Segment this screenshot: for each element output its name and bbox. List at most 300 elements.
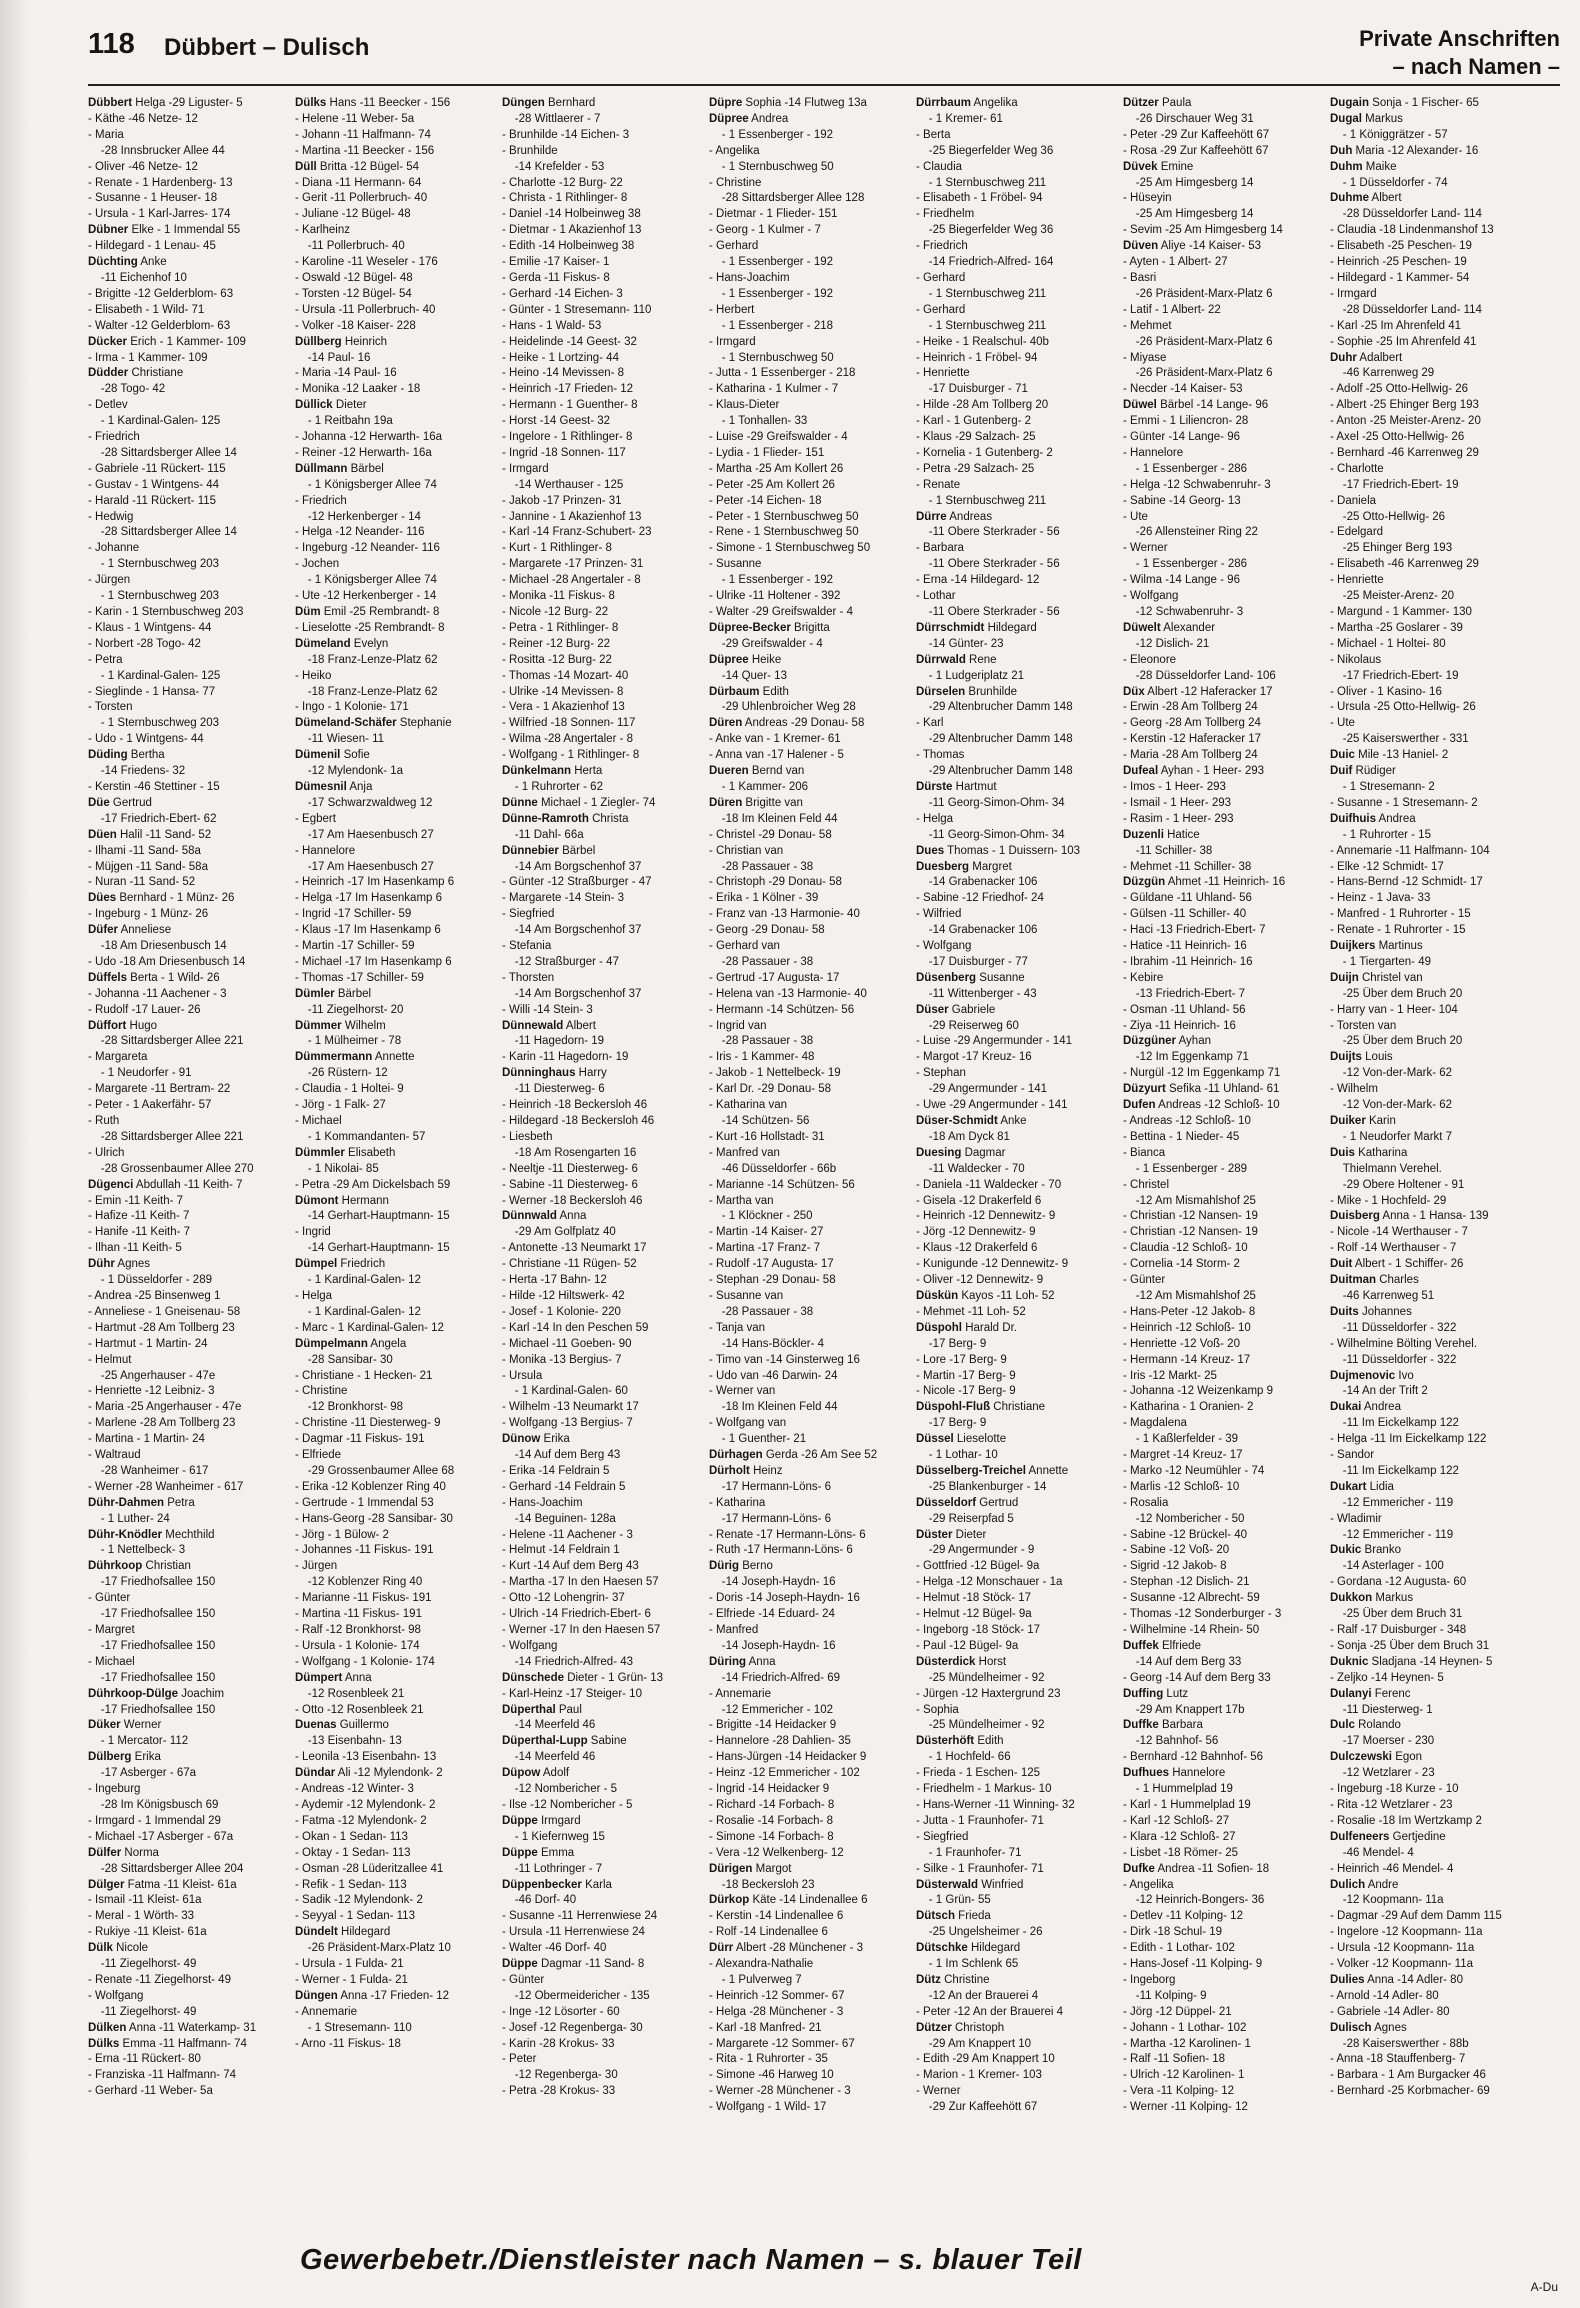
listing-entry: - Renate -17 Hermann-Löns- 6: [709, 1528, 866, 1541]
listing-entry: -29 Zur Kaffeehött 67: [916, 2101, 1038, 2114]
listing-entry: - Sadik -12 Mylendonk- 2: [295, 1894, 423, 1907]
surname: Düpree: [709, 112, 749, 125]
listing-entry: - Ute: [1123, 510, 1148, 523]
surname: Düspohl: [916, 1321, 962, 1334]
listing-entry: - Klaus -17 Im Hasenkamp 6: [295, 924, 441, 937]
listing-entry: - Oliver -12 Dennewitz- 9: [916, 1274, 1044, 1287]
listing-entry: - Silke - 1 Fraunhofer- 71: [916, 1862, 1044, 1875]
listing-entry: - Norbert -28 Togo- 42: [88, 637, 201, 650]
listing-entry: Düster Dieter: [916, 1528, 987, 1541]
listing-entry: - 1 Guenther- 21: [709, 1433, 807, 1446]
listing-entry: - Hartmut -28 Am Tollberg 23: [88, 1321, 235, 1334]
listing-entry: Dukkon Markus: [1330, 1592, 1414, 1605]
listing-entry: Düsseldorf Gertrud: [916, 1496, 1019, 1509]
listing-entry: - Wolfgang van: [709, 1417, 787, 1430]
surname: Dünninghaus: [502, 1067, 576, 1080]
listing-entry: -17 Berg- 9: [916, 1417, 987, 1430]
listing-entry: - Daniel -14 Holbeinweg 38: [502, 208, 641, 221]
listing-entry: - 1 Kardinal-Galen- 12: [295, 1274, 421, 1287]
surname: Duits: [1330, 1305, 1359, 1318]
listing-entry: Düpow Adolf: [502, 1767, 570, 1780]
listing-entry: Dümler Bärbel: [295, 987, 372, 1000]
surname: Düffort: [88, 1019, 127, 1032]
surname: Dürr: [709, 1942, 734, 1955]
listing-entry: - Johann -11 Halfmann- 74: [295, 128, 431, 141]
listing-entry: - Georg -28 Am Tollberg 24: [1123, 717, 1261, 730]
listing-entry: - Karlheinz: [295, 224, 350, 237]
listing-entry: - Herta -17 Bahn- 12: [502, 1274, 607, 1287]
listing-entry: -14 Quer- 13: [709, 669, 787, 682]
surname: Dütsch: [916, 1910, 955, 1923]
listing-entry: -26 Rüstern- 12: [295, 1067, 388, 1080]
listing-entry: - Hildegard - 1 Kammer- 54: [1330, 271, 1470, 284]
listing-entry: - Martina -11 Fiskus- 191: [295, 1608, 422, 1621]
listing-entry: - Mike - 1 Hochfeld- 29: [1330, 1194, 1447, 1207]
listing-entry: - Katharina - 1 Oranien- 2: [1123, 1401, 1254, 1414]
surname: Duijts: [1330, 1051, 1362, 1064]
listing-entry: - Marlene -28 Am Tollberg 23: [88, 1417, 236, 1430]
listing-entry: - Torsten van: [1330, 1019, 1397, 1032]
listing-entry: - 1 Kremer- 61: [916, 112, 1003, 125]
listing-entry: -12 Mylendonk- 1a: [295, 765, 404, 778]
listing-entry: Dulczewski Egon: [1330, 1751, 1423, 1764]
surname: Dützer: [916, 2021, 952, 2034]
surname: Düsterwald: [916, 1878, 978, 1891]
surname: Düppe: [502, 1846, 538, 1859]
listing-entry: Thielmann Verehel.: [1330, 1162, 1442, 1175]
listing-entry: - Karin - 1 Sternbuschweg 203: [88, 606, 244, 618]
listing-entry: Dütsch Frieda: [916, 1910, 991, 1923]
listing-entry: - Petra -28 Krokus- 33: [502, 2085, 616, 2098]
listing-entry: - Nurgül -12 Im Eggenkamp 71: [1123, 1067, 1281, 1080]
listing-entry: - 1 Tonhallen- 33: [709, 415, 808, 428]
listing-entry: - Wilhelm: [1330, 1083, 1378, 1096]
listing-entry: - Hans-Georg -28 Sansibar- 30: [295, 1512, 453, 1525]
listing-entry: -29 Am Knappert 10: [916, 2037, 1032, 2050]
listing-entry: - 1 Sternbuschweg 211: [916, 176, 1047, 189]
listing-entry: - Gustav - 1 Wintgens- 44: [88, 478, 220, 491]
listing-entry: - Paul -12 Bügel- 9a: [916, 1639, 1019, 1652]
listing-entry: Duijn Christel van: [1330, 971, 1423, 984]
listing-entry: - Werner -18 Beckersloh 46: [502, 1194, 643, 1207]
listing-entry: -12 Bahnhof- 56: [1123, 1735, 1219, 1748]
listing-entry: -12 Am Mismahlshof 25: [1123, 1289, 1256, 1302]
surname: Düe: [88, 796, 110, 809]
listing-entry: - Martha -25 Goslarer - 39: [1330, 621, 1463, 634]
listing-entry: - Walter -12 Gelderblom- 63: [88, 319, 231, 332]
listing-entry: - Detlev -11 Kolping- 12: [1123, 1910, 1243, 1923]
listing-entry: - Dagmar -29 Auf dem Damm 115: [1330, 1910, 1502, 1923]
listing-entry: - Hans-Josef -11 Kolping- 9: [1123, 1958, 1263, 1971]
listing-entry: Dues Thomas - 1 Duissern- 103: [916, 844, 1081, 857]
listing-entry: - Ulrich: [88, 1146, 125, 1159]
listing-entry: - Thomas -17 Schiller- 59: [295, 971, 424, 984]
listing-entry: - Hartmut - 1 Martin- 24: [88, 1337, 208, 1350]
listing-entry: - Thomas -12 Sonderburger - 3: [1123, 1608, 1282, 1621]
listing-entry: - Arnold -14 Adler- 80: [1330, 1989, 1439, 2002]
listing-entry: - 1 Im Schlenk 65: [916, 1958, 1019, 1971]
listing-entry: - Peter - 1 Sternbuschweg 50: [709, 510, 859, 523]
listing-entry: Dürig Berno: [709, 1560, 773, 1573]
surname: Düllberg: [295, 335, 342, 348]
listing-entry: -17 Friedrich-Ebert- 19: [1330, 669, 1459, 682]
listing-entry: - 1 Ruhrorter - 62: [502, 780, 603, 793]
listing-entry: -25 Biegerfelder Weg 36: [916, 144, 1054, 157]
listing-entry: - Petra: [88, 653, 123, 666]
listing-entry: - Stephan -12 Dislich- 21: [1123, 1576, 1250, 1589]
listing-entry: - Basri: [1123, 271, 1157, 284]
surname: Düser: [916, 1003, 949, 1016]
surname: Düppe: [502, 1958, 538, 1971]
listing-entry: - 1 Mülheimer - 78: [295, 1035, 402, 1048]
listing-entry: Dünninghaus Harry: [502, 1067, 607, 1080]
listing-entry: - Johanna -12 Herwarth- 16a: [295, 431, 443, 444]
listing-entry: - Lothar: [916, 590, 956, 603]
listing-entry: - Ingo - 1 Kolonie- 171: [295, 701, 409, 714]
listing-entry: Dürholt Heinz: [709, 1464, 783, 1477]
surname: Duffke: [1123, 1719, 1159, 1732]
listing-entry: - Jutta - 1 Essenberger - 218: [709, 367, 856, 380]
listing-entry: -17 Berg- 9: [916, 1337, 987, 1350]
listing-entry: - Sabine -14 Georg- 13: [1123, 494, 1241, 507]
listing-entry: -46 Karrenweg 29: [1330, 367, 1435, 380]
listing-entry: - Helga -28 Münchener - 3: [709, 2005, 844, 2018]
listing-entry: - Jutta - 1 Fraunhofer- 71: [916, 1814, 1044, 1827]
listing-entry: Düser-Schmidt Anke: [916, 1115, 1027, 1127]
listing-entry: - Ursula -11 Pollerbruch- 40: [295, 303, 436, 316]
listing-entry: - Otto -12 Lohengrin- 37: [502, 1592, 625, 1605]
listing-entry: Düperthal Paul: [502, 1703, 582, 1716]
listing-entry: Dufhues Hannelore: [1123, 1767, 1226, 1780]
listing-entry: Dufeal Ayhan - 1 Heer- 293: [1123, 765, 1265, 778]
listing-entry: - Helmut: [88, 1353, 132, 1366]
listing-entry: - Erna -11 Rückert- 80: [88, 2053, 201, 2066]
listing-entry: - Martha -25 Am Kollert 26: [709, 462, 844, 475]
listing-entry: -25 Am Himgesberg 14: [1123, 176, 1254, 189]
surname: Dühr-Knödler: [88, 1528, 163, 1541]
listing-entry: -14 Werthauser - 125: [502, 478, 624, 491]
listing-entry: - Ralf -12 Bronkhorst- 98: [295, 1624, 421, 1636]
listing-entry: Dukic Branko: [1330, 1544, 1401, 1557]
listing-entry: -11 Wiesen- 11: [295, 733, 385, 746]
listing-entry: - Mehmet: [1123, 319, 1172, 332]
listing-entry: - Uwe -29 Angermunder - 141: [916, 1099, 1068, 1112]
listing-entry: Düffort Hugo: [88, 1019, 158, 1032]
listing-entry: -28 Sittardsberger Allee 204: [88, 1862, 244, 1875]
listing-entry: Düpree-Becker Brigitta: [709, 621, 830, 634]
listing-entry: -11 Obere Sterkrader - 56: [916, 606, 1060, 618]
listing-entry: - Volker -18 Kaiser- 228: [295, 319, 416, 332]
listing-entry: Dürigen Margot: [709, 1862, 792, 1875]
listing-entry: Dützer Paula: [1123, 97, 1192, 109]
listing-entry: - Charlotte -12 Burg- 22: [502, 176, 623, 189]
listing-entry: Düsterdick Horst: [916, 1655, 1007, 1668]
listing-entry: -12 Dislich- 21: [1123, 637, 1210, 650]
listing-entry: - Kerstin -14 Lindenallee 6: [709, 1910, 844, 1923]
surname: Düll: [295, 160, 317, 173]
listing-entry: - Michael -28 Angertaler - 8: [502, 574, 641, 587]
listing-entry: -25 Über dem Bruch 20: [1330, 1035, 1463, 1048]
listing-entry: -17 Hermann-Löns- 6: [709, 1512, 832, 1525]
listing-entry: - Katharina van: [709, 1099, 787, 1112]
surname: Dürig: [709, 1560, 740, 1573]
listing-entry: - Ayten - 1 Albert- 27: [1123, 256, 1228, 269]
listing-entry: - 1 Mercator- 112: [88, 1735, 189, 1748]
listing-entry: Düdder Christiane: [88, 367, 184, 380]
listing-entry: - 1 Neudorfer - 91: [88, 1067, 192, 1080]
surname: Duisberg: [1330, 1210, 1380, 1223]
listing-entry: - Christine: [295, 1385, 348, 1398]
surname: Düdder: [88, 367, 129, 380]
listing-entry: Dümpert Anna: [295, 1671, 372, 1684]
listing-entry: Dürkop Käte -14 Lindenallee 6: [709, 1894, 868, 1907]
listing-entry: -46 Mendel- 4: [1330, 1846, 1414, 1859]
listing-entry: - Dagmar -11 Fiskus- 191: [295, 1433, 425, 1446]
listing-entry: - 1 Hummelplad 19: [1123, 1783, 1233, 1796]
listing-entry: - Wilhelm -13 Neumarkt 17: [502, 1401, 639, 1414]
listing-entry: -28 Düsseldorfer Land- 114: [1330, 208, 1482, 221]
listing-entry: - Josef - 1 Kolonie- 220: [502, 1305, 621, 1318]
listing-entry: -11 Ziegelhorst- 49: [88, 2005, 197, 2018]
listing-entry: - Nicole -17 Berg- 9: [916, 1385, 1016, 1398]
surname: Duijkers: [1330, 940, 1376, 953]
surname: Düser-Schmidt: [916, 1115, 998, 1127]
listing-entry: - Necder -14 Kaiser- 53: [1123, 383, 1243, 396]
listing-column-2: [295, 96, 500, 2216]
listing-entry: -28 Sittardsberger Allee 14: [88, 526, 237, 539]
surname: Dümpert: [295, 1671, 343, 1684]
listing-entry: -14 Joseph-Haydn- 16: [709, 1576, 836, 1589]
listing-entry: - Werner -28 Münchener - 3: [709, 2085, 851, 2098]
surname: Düppenbecker: [502, 1878, 582, 1891]
listing-entry: - Ingeburg - 1 Münz- 26: [88, 908, 209, 921]
listing-entry: - Renate - 1 Hardenberg- 13: [88, 176, 233, 189]
listing-entry: - Hans-Werner -11 Winning- 32: [916, 1798, 1075, 1811]
listing-entry: Dueren Bernd van: [709, 765, 805, 778]
listing-entry: - Heinrich - 1 Fröbel- 94: [916, 351, 1038, 364]
listing-entry: - Heinz -12 Emmericher - 102: [709, 1767, 860, 1780]
listing-entry: - Barbara - 1 Am Burgacker 46: [1330, 2069, 1486, 2082]
listing-entry: -26 Präsident-Marx-Platz 10: [295, 1942, 451, 1955]
listing-entry: - Hildegard - 1 Lenau- 45: [88, 240, 216, 253]
surname: Dühr: [88, 1258, 115, 1271]
listing-entry: - Ursula - 1 Karl-Jarres- 174: [88, 208, 231, 221]
listing-entry: - Marko -12 Neumühler - 74: [1123, 1464, 1265, 1477]
listing-entry: Dümmer Wilhelm: [295, 1019, 386, 1032]
listing-entry: -46 Dorf- 40: [502, 1894, 577, 1907]
listing-entry: -14 Meerfeld 46: [502, 1719, 596, 1732]
listing-entry: -25 Über dem Bruch 20: [1330, 987, 1463, 1000]
listing-entry: - Peter -12 An der Brauerei 4: [916, 2005, 1064, 2018]
listing-entry: Duhm Maike: [1330, 160, 1397, 173]
listing-entry: - Inge -12 Lösorter - 60: [502, 2005, 620, 2018]
listing-entry: - Henriette: [916, 367, 970, 380]
listing-entry: - Rositta -12 Burg- 22: [502, 653, 612, 666]
surname: Dues: [916, 844, 945, 857]
surname: Dujmenovic: [1330, 1369, 1396, 1382]
listing-entry: Düven Aliye -14 Kaiser- 53: [1123, 240, 1262, 253]
listing-entry: - Ruth: [88, 1115, 120, 1127]
surname: Düpree: [709, 653, 749, 666]
surname: Dürrbaum: [916, 97, 971, 109]
listing-entry: -17 Friedrich-Ebert- 19: [1330, 478, 1459, 491]
listing-entry: -12 Koopmann- 11a: [1330, 1894, 1444, 1907]
listing-entry: Dühr-Dahmen Petra: [88, 1496, 195, 1509]
listing-entry: - Monika -12 Laaker - 18: [295, 383, 421, 396]
surname: Duffek: [1123, 1639, 1159, 1652]
surname: Düvek: [1123, 160, 1158, 173]
listing-entry: Duesing Dagmar: [916, 1146, 1006, 1159]
listing-entry: Düllmann Bärbel: [295, 462, 384, 475]
listing-entry: Düx Albert -12 Haferacker 17: [1123, 685, 1273, 698]
listing-entry: - Charlotte: [1330, 462, 1384, 475]
listing-entry: Dünow Erika: [502, 1433, 570, 1446]
listing-entry: Dündar Ali -12 Mylendonk- 2: [295, 1767, 443, 1780]
listing-entry: - Martin -14 Kaiser- 27: [709, 1226, 824, 1239]
listing-entry: - Harald -11 Rückert- 115: [88, 494, 217, 507]
listing-entry: -28 Sittardsberger Allee 14: [88, 446, 237, 459]
surname: Duifhuis: [1330, 812, 1376, 825]
listing-entry: Duifhuis Andrea: [1330, 812, 1416, 825]
listing-entry: - Klaus - 1 Wintgens- 44: [88, 621, 212, 634]
listing-entry: - 1 Kammer- 206: [709, 780, 809, 793]
listing-entry: Dürste Hartmut: [916, 780, 997, 793]
listing-entry: - Susanne - 1 Stresemann- 2: [1330, 796, 1478, 809]
listing-entry: -14 Günter- 23: [916, 637, 1004, 650]
listing-entry: - Hedwig: [88, 510, 134, 523]
surname: Dürrschmidt: [916, 621, 985, 634]
listing-entry: - Dietmar - 1 Akazienhof 13: [502, 224, 642, 237]
listing-entry: - Sabine -12 Brückel- 40: [1123, 1528, 1248, 1541]
listing-entry: -17 Friedrich-Ebert- 62: [88, 812, 217, 825]
listing-entry: - Heinrich -46 Mendel- 4: [1330, 1862, 1454, 1875]
listing-entry: - Günter: [1123, 1274, 1166, 1287]
surname: Düzgün: [1123, 876, 1166, 889]
surname: Dürkop: [709, 1894, 750, 1907]
surname: Düsterhöft: [916, 1735, 975, 1748]
listing-entry: - Johannes -11 Fiskus- 191: [295, 1544, 434, 1557]
listing-entry: - Adolf -25 Otto-Hellwig- 26: [1330, 383, 1469, 396]
listing-entry: - Helga: [916, 812, 954, 825]
listing-entry: - Rasim - 1 Heer- 293: [1123, 812, 1234, 825]
listing-entry: - Dirk -18 Schul- 19: [1123, 1926, 1223, 1939]
listing-entry: - Karl -14 Franz-Schubert- 23: [502, 526, 652, 539]
listing-entry: - Iris -12 Markt- 25: [1123, 1369, 1217, 1382]
listing-entry: - Udo van -46 Darwin- 24: [709, 1369, 838, 1382]
listing-entry: - Claudia: [916, 160, 963, 173]
surname: Dülk: [88, 1942, 113, 1955]
listing-entry: - 1 Düsseldorfer - 289: [88, 1274, 212, 1287]
listing-entry: -14 Gerhart-Hauptmann- 15: [295, 1210, 450, 1223]
surname: Dugal: [1330, 112, 1362, 125]
surname: Dünne: [502, 796, 538, 809]
listing-entry: - Renate - 1 Ruhrorter - 15: [1330, 924, 1466, 937]
listing-entry: - Kebire: [1123, 971, 1164, 984]
listing-entry: - Karl -25 Im Ahrenfeld 41: [1330, 319, 1462, 332]
listing-entry: -17 Duisburger - 71: [916, 383, 1028, 396]
listing-entry: - Kurt -14 Auf dem Berg 43: [502, 1560, 639, 1573]
listing-entry: - Klaus -29 Salzach- 25: [916, 431, 1036, 444]
listing-entry: Dulich Andre: [1330, 1878, 1399, 1891]
listing-entry: -14 Gerhart-Hauptmann- 15: [295, 1242, 450, 1255]
listing-entry: - Gerhard -14 Feldrain 5: [502, 1480, 626, 1493]
listing-entry: -14 Grabenacker 106: [916, 876, 1038, 889]
listing-entry: - Magdalena: [1123, 1417, 1187, 1430]
listing-entry: -11 Obere Sterkrader - 56: [916, 558, 1060, 571]
listing-entry: - Ingrid van: [709, 1019, 767, 1032]
listing-entry: - 1 Kardinal-Galen- 12: [295, 1305, 421, 1318]
listing-entry: -25 Otto-Hellwig- 26: [1330, 510, 1446, 523]
listing-entry: - Michael - 1 Holtei- 80: [1330, 637, 1446, 650]
listing-entry: - Simone - 1 Sternbuschweg 50: [709, 542, 871, 555]
listing-entry: - Waltraud: [88, 1449, 141, 1462]
listing-entry: -12 Nombericher - 5: [502, 1783, 618, 1796]
listing-entry: - Hans-Joachim: [502, 1496, 583, 1509]
listing-entry: Duitman Charles: [1330, 1274, 1419, 1287]
surname: Duitman: [1330, 1274, 1376, 1287]
listing-entry: Dührkoop-Dülge Joachim: [88, 1687, 225, 1700]
listing-entry: -17 Schwarzwaldweg 12: [295, 796, 433, 809]
listing-entry: - Irmgard - 1 Immendal 29: [88, 1814, 221, 1827]
listing-entry: Duisberg Anna - 1 Hansa- 139: [1330, 1210, 1489, 1223]
listing-entry: - Wolfgang: [1123, 590, 1179, 603]
listing-entry: - Ingelore - 1 Rithlinger- 8: [502, 431, 633, 444]
listing-entry: -12 Nombericher - 50: [1123, 1512, 1245, 1525]
listing-entry: - Henriette -12 Leibniz- 3: [88, 1385, 215, 1398]
listing-entry: - Ursula -12 Koopmann- 11a: [1330, 1942, 1475, 1955]
listing-entry: - Stephan: [916, 1067, 966, 1080]
listing-entry: - Erika -14 Feldrain 5: [502, 1464, 610, 1477]
listing-entry: -14 Paul- 16: [295, 351, 371, 364]
listing-entry: - Wilhelmine Bölting Verehel.: [1330, 1337, 1478, 1350]
listing-entry: - Thomas: [916, 749, 965, 762]
listing-entry: Dülks Hans -11 Beecker - 156: [295, 97, 451, 109]
listing-entry: - Günter -12 Straßburger - 47: [502, 876, 652, 889]
listing-entry: -28 Sittardsberger Allee 221: [88, 1035, 244, 1048]
listing-entry: Düchting Anke: [88, 256, 167, 269]
listing-entry: -11 Diesterweg- 1: [1330, 1703, 1433, 1716]
surname: Dümesnil: [295, 780, 347, 793]
listing-entry: - Helga -11 Im Eickelkamp 122: [1330, 1433, 1487, 1446]
listing-entry: - Martin -17 Schiller- 59: [295, 940, 415, 953]
surname: Düpow: [502, 1767, 541, 1780]
surname: Duknic: [1330, 1655, 1369, 1668]
listing-entry: - Ismail -11 Kleist- 61a: [88, 1894, 202, 1907]
listing-entry: Dülberg Erika: [88, 1751, 161, 1764]
surname: Dülger: [88, 1878, 125, 1891]
listing-entry: -29 Altenbrucher Damm 148: [916, 765, 1073, 778]
listing-entry: Dujmenovic Ivo: [1330, 1369, 1414, 1382]
listing-entry: - Siegfried: [502, 908, 555, 921]
listing-entry: Düvek Emine: [1123, 160, 1194, 173]
listing-entry: -28 Innsbrucker Allee 44: [88, 144, 225, 157]
listing-entry: - Michael -17 Im Hasenkamp 6: [295, 955, 452, 968]
listing-entry: -11 Dahl- 66a: [502, 828, 584, 841]
listing-entry: - Oktay - 1 Sedan- 113: [295, 1846, 411, 1859]
listing-entry: -28 Togo- 42: [88, 383, 166, 396]
listing-entry: Dugain Sonja - 1 Fischer- 65: [1330, 97, 1479, 109]
listing-entry: - Barbara: [916, 542, 964, 555]
listing-entry: - Heinz - 1 Java- 33: [1330, 892, 1431, 905]
listing-entry: - Heinrich -12 Schloß- 10: [1123, 1321, 1251, 1334]
listing-entry: - Margret -14 Kreuz- 17: [1123, 1449, 1243, 1462]
listing-entry: - Hermann - 1 Guenther- 8: [502, 399, 638, 412]
surname: Dündelt: [295, 1926, 338, 1939]
surname: Dürste: [916, 780, 953, 793]
corner-tag: A-Du: [1530, 2280, 1558, 2294]
listing-entry: - Johanne: [88, 542, 140, 555]
listing-entry: - 1 Essenberger - 192: [709, 287, 834, 300]
